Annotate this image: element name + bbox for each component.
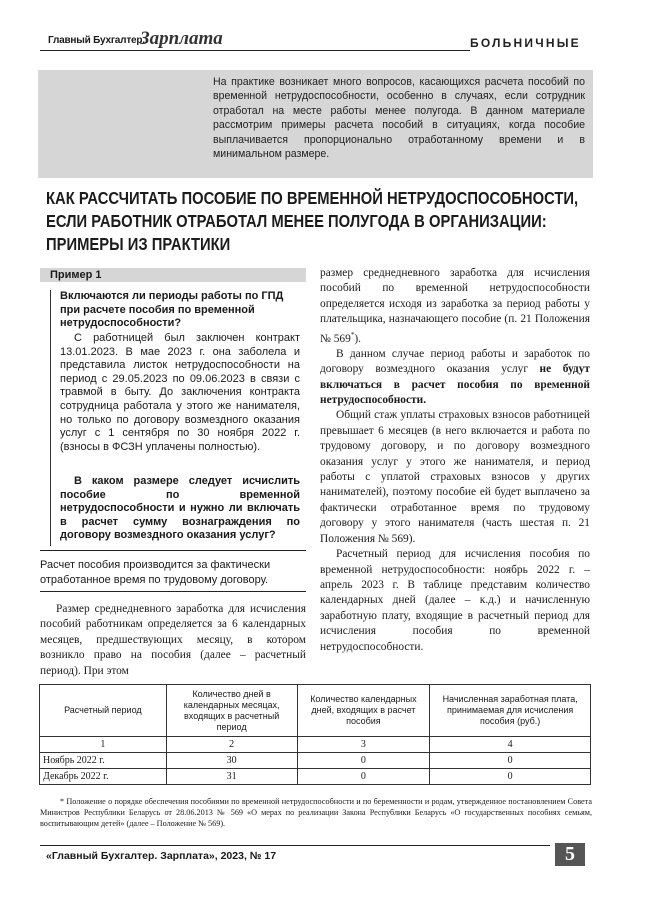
page-number: 5 [555,843,585,866]
paragraph: В данном случае период работы и заработок по договору возмездного оказания услуг не будут включаться в расчет пособия по временной нетрудоспособности. [320,347,590,407]
lead-text: На практике возникает много вопросов, касающихся расчета пособий по временной нетрудоспособности, особенно в случаях, если сотрудник отработал на месте работы менее полугода. В данном материале рассмотрим примеры расчета пособий в ситуациях, когда пособие выплачивается пропорционально отработанному времени и в минимальном размере. [213,76,585,161]
footer-divider [40,845,550,846]
answer-divider [40,591,306,592]
example-body: С работницей был заключен контракт 13.01.2023. В мае 2023 г. она заболела и представила листок нетрудоспособности на период с 29.05.2023 по 09.06.2023 в связи с травмой в быту. До заключения контракта сотрудница работала у этого же нанимателя, но только по договору возмездного оказания услуг с 1 сентября по 30 ноября 2022 г. (взносы в ФСЗН уплачены полностью). [60,332,300,453]
table-row [40,769,591,785]
footnote: * Положение о порядке обеспечения пособиями по временной нетрудоспособности и по беременности и родам, утвержденное постановлением Совета Министров Республики Беларусь от 28.06.2013 № 569 «О мерах по реализации Закона Республики Беларусь «О государственных пособиях семьям, воспитывающим детей» (далее – Положение № 569). [40,797,592,828]
table-header: Количество дней в календарных месяцах, входящих в расчетный период [166,685,297,737]
table-cell: 0 [430,769,591,785]
table-cell: 30 [166,753,297,769]
example-question-2: В каком размере следует исчислить пособие по временной нетрудоспособности и нужно ли включать в расчет сумму вознаграждения по договору возмездного оказания услуг? [60,475,300,542]
paragraph: Размер среднедневного заработка для исчисления пособий работникам определяется за 6 календарных месяцев, предшествующих месяцу, в котором возникло право на пособия (далее – расчетный период). При этом [40,603,306,677]
table-number-row [40,737,591,753]
brand-name-large: Зарплата [140,28,223,49]
example-divider [40,550,306,551]
title-line: КАК РАССЧИТАТЬ ПОСОБИЕ ПО ВРЕМЕННОЙ НЕТРУДОСПОСОБНОСТИ, [46,188,579,208]
table-header: Расчетный период [40,685,167,737]
table-cell: 31 [166,769,297,785]
article-title [46,187,579,256]
right-column-text [320,266,590,655]
header-divider [40,50,470,51]
paragraph: Расчетный период для исчисления пособия по временной нетрудоспособности: ноябрь 2022 г. – апрель 2023 г. В таблице представим количество календарных дней (далее – к.д.) и начисленную заработную плату, входящие в расчетный период для исчисления пособия по временной нетрудоспособности. [320,548,590,653]
table-cell: 0 [297,769,430,785]
title-line: ПРИМЕРЫ ИЗ ПРАКТИКИ [46,234,231,254]
table-cell: Декабрь 2022 г. [40,769,167,785]
table-cell: 1 [40,737,167,753]
title-line: ЕСЛИ РАБОТНИК ОТРАБОТАЛ МЕНЕЕ ПОЛУГОДА В ОРГАНИЗАЦИИ: [46,211,547,231]
lead-box [38,70,593,178]
table-cell: 0 [430,753,591,769]
example-tab [40,268,306,282]
table-header: Начисленная заработная плата, принимаемая для исчисления пособия (руб.) [430,685,591,737]
paragraph: Общий стаж уплаты страховых взносов работницей превышает 6 месяцев (в него включается и работа по трудовому договору, и по договору возмездного оказания услуг у этого же нанимателя, и период работы с уплатой страховых взносов у других нанимателей), поэтому пособие ей будет выплачено за фактически отработанное время по трудовому договору у этого нанимателя (часть шестая п. 21 Положения № 569). [320,409,590,545]
brand-name-small: Главный Бухгалтер. [48,35,145,46]
data-table [39,684,591,785]
table-cell: 4 [430,737,591,753]
paragraph: размер среднедневного заработка для исчисления пособий по временной нетрудоспособности определяется исходя из заработка за период работы у плательщика, назначающего пособие (п. 21 Положения № 569*). [320,267,590,345]
table-header: Количество календарных дней, входящих в расчет пособия [297,685,430,737]
example-side-rule [50,290,51,546]
table-cell: 2 [166,737,297,753]
left-column-text [40,602,306,679]
example-question: Включаются ли периоды работы по ГПД при расчете пособия по временной нетрудоспособности? [60,290,284,330]
table-header-row [40,685,591,737]
table-cell: Ноябрь 2022 г. [40,753,167,769]
table-row [40,753,591,769]
section-label: БОЛЬНИЧНЫЕ [470,36,581,50]
footer-text: «Главный Бухгалтер. Зарплата», 2023, № 17 [46,850,277,862]
example-label: Пример 1 [50,269,102,281]
example-answer: Расчет пособия производится за фактически отработанное время по трудовому договору. [40,559,271,586]
table-cell: 3 [297,737,430,753]
table-cell: 0 [297,753,430,769]
